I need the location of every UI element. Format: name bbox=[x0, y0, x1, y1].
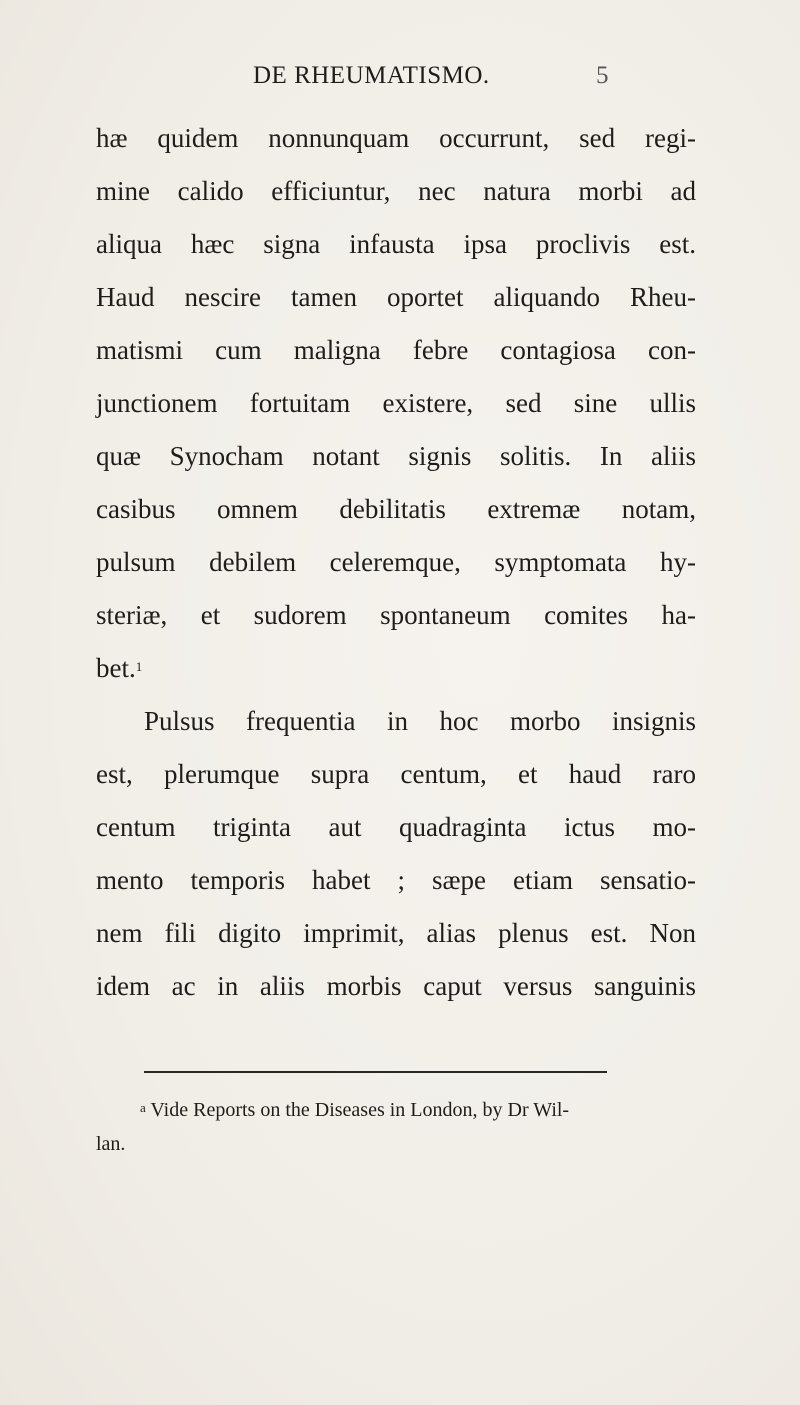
text-line: est, plerumque supra centum, et haud raro bbox=[96, 759, 696, 789]
text-line: centum triginta aut quadraginta ictus mo- bbox=[96, 812, 696, 842]
text-line: idem ac in aliis morbis caput versus sanguinis bbox=[96, 971, 696, 1001]
page-number: 5 bbox=[596, 62, 609, 89]
text-line: matismi cum maligna febre contagiosa con- bbox=[96, 335, 696, 365]
text-line: nem fili digito imprimit, alias plenus est. Non bbox=[96, 918, 696, 948]
paragraph-start-line: Pulsus frequentia in hoc morbo insignis bbox=[144, 706, 696, 736]
text-line: quæ Synocham notant signis solitis. In aliis bbox=[96, 441, 696, 471]
text-line: steriæ, et sudorem spontaneum comites ha- bbox=[96, 600, 696, 630]
text-line: mento temporis habet ; sæpe etiam sensatio- bbox=[96, 865, 696, 895]
text-line: junctionem fortuitam existere, sed sine ullis bbox=[96, 388, 696, 418]
text-line: casibus omnem debilitatis extremæ notam, bbox=[96, 494, 696, 524]
running-title: DE RHEUMATISMO. bbox=[253, 62, 490, 89]
footnote-line: lan. bbox=[96, 1133, 126, 1155]
footnote-reference: 1 bbox=[135, 659, 143, 674]
footnote-text: Vide Reports on the Diseases in London, by Dr Wil- bbox=[150, 1099, 570, 1121]
main-text bbox=[96, 112, 696, 1013]
text-line: mine calido efficiuntur, nec natura morbi ad bbox=[96, 176, 696, 206]
text-line: Haud nescire tamen oportet aliquando Rheu- bbox=[96, 282, 696, 312]
footnote-marker: a bbox=[140, 1100, 146, 1115]
text-line: pulsum debilem celeremque, symptomata hy- bbox=[96, 547, 696, 577]
running-head bbox=[0, 56, 800, 96]
text-line: bet. bbox=[96, 653, 136, 683]
text-line: aliqua hæc signa infausta ipsa proclivis est. bbox=[96, 229, 696, 259]
footnote-rule bbox=[144, 1071, 607, 1073]
text-line: hæ quidem nonnunquam occurrunt, sed regi- bbox=[96, 123, 696, 153]
footnote bbox=[96, 1093, 696, 1161]
footnote-line bbox=[96, 1093, 696, 1127]
text-line-with-footnote-ref bbox=[96, 642, 696, 695]
